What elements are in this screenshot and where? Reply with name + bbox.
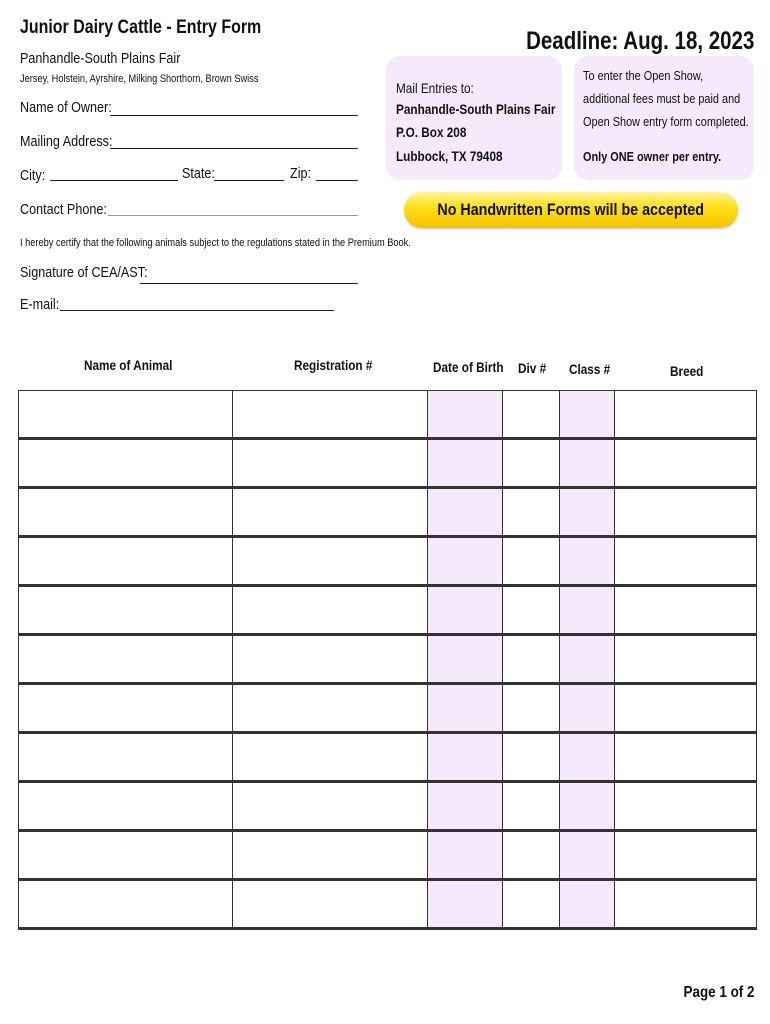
page-number: Page 1 of 2: [683, 984, 754, 1001]
animal-name-cell[interactable]: [19, 537, 233, 586]
animal-name-cell[interactable]: [19, 391, 233, 439]
email-label: E-mail:: [20, 296, 60, 313]
table-row: [19, 733, 757, 782]
animal-name-cell[interactable]: [19, 831, 233, 880]
registration-cell[interactable]: [233, 439, 428, 488]
col-header-registration: Registration #: [294, 357, 373, 373]
zip-label: Zip:: [290, 165, 312, 182]
breed-cell[interactable]: [615, 831, 757, 880]
open-show-box: [574, 56, 754, 180]
div-cell[interactable]: [503, 439, 560, 488]
mailing-label: Mailing Address:: [20, 133, 113, 150]
animal-entry-table: [18, 390, 757, 930]
class-cell[interactable]: [560, 439, 615, 488]
div-cell[interactable]: [503, 782, 560, 831]
mailing-field[interactable]: [110, 148, 358, 149]
mail-entries-title: Mail Entries to:: [396, 80, 474, 96]
class-cell[interactable]: [560, 782, 615, 831]
registration-cell[interactable]: [233, 782, 428, 831]
class-cell[interactable]: [560, 880, 615, 929]
breed-list: Jersey, Holstein, Ayrshire, Milking Shorthorn, Brown Swiss: [20, 73, 259, 85]
table-row: [19, 586, 757, 635]
col-header-dob: Date of Birth: [433, 359, 504, 375]
breed-cell[interactable]: [615, 586, 757, 635]
signature-label: Signature of CEA/AST:: [20, 264, 148, 281]
registration-cell[interactable]: [233, 684, 428, 733]
dob-cell[interactable]: [428, 880, 503, 929]
dob-cell[interactable]: [428, 782, 503, 831]
owner-label: Name of Owner:: [20, 99, 112, 116]
table-row: [19, 684, 757, 733]
mail-address-line: P.O. Box 208: [396, 124, 467, 140]
animal-name-cell[interactable]: [19, 782, 233, 831]
dob-cell[interactable]: [428, 586, 503, 635]
animal-name-cell[interactable]: [19, 880, 233, 929]
div-cell[interactable]: [503, 635, 560, 684]
col-header-breed: Breed: [670, 363, 704, 379]
div-cell[interactable]: [503, 488, 560, 537]
class-cell[interactable]: [560, 684, 615, 733]
dob-cell[interactable]: [428, 391, 503, 439]
div-cell[interactable]: [503, 391, 560, 439]
div-cell[interactable]: [503, 684, 560, 733]
breed-cell[interactable]: [615, 880, 757, 929]
table-row: [19, 391, 757, 439]
open-show-text: Open Show entry form completed.: [583, 114, 749, 129]
class-cell[interactable]: [560, 537, 615, 586]
breed-cell[interactable]: [615, 733, 757, 782]
registration-cell[interactable]: [233, 635, 428, 684]
signature-field[interactable]: [140, 283, 358, 284]
mail-address-line: Panhandle-South Plains Fair: [396, 101, 556, 117]
mail-address-line: Lubbock, TX 79408: [396, 148, 503, 164]
breed-cell[interactable]: [615, 635, 757, 684]
table-row: [19, 635, 757, 684]
city-field[interactable]: [50, 180, 178, 181]
table-row: [19, 488, 757, 537]
registration-cell[interactable]: [233, 733, 428, 782]
registration-cell[interactable]: [233, 831, 428, 880]
open-show-text: To enter the Open Show,: [583, 68, 704, 83]
breed-cell[interactable]: [615, 391, 757, 439]
div-cell[interactable]: [503, 733, 560, 782]
class-cell[interactable]: [560, 488, 615, 537]
table-row: [19, 831, 757, 880]
phone-label: Contact Phone:: [20, 201, 107, 218]
email-field[interactable]: [60, 310, 334, 311]
div-cell[interactable]: [503, 586, 560, 635]
form-title: Junior Dairy Cattle - Entry Form: [20, 17, 262, 38]
state-field[interactable]: [214, 180, 284, 181]
zip-field[interactable]: [316, 180, 358, 181]
breed-cell[interactable]: [615, 782, 757, 831]
breed-cell[interactable]: [615, 684, 757, 733]
col-header-name: Name of Animal: [84, 357, 173, 373]
class-cell[interactable]: [560, 831, 615, 880]
class-cell[interactable]: [560, 733, 615, 782]
animal-name-cell[interactable]: [19, 635, 233, 684]
breed-cell[interactable]: [615, 439, 757, 488]
dob-cell[interactable]: [428, 488, 503, 537]
div-cell[interactable]: [503, 880, 560, 929]
animal-name-cell[interactable]: [19, 439, 233, 488]
dob-cell[interactable]: [428, 684, 503, 733]
table-row: [19, 782, 757, 831]
fair-name: Panhandle-South Plains Fair: [20, 50, 181, 67]
animal-name-cell[interactable]: [19, 733, 233, 782]
one-owner-note: Only ONE owner per entry.: [583, 149, 722, 164]
registration-cell[interactable]: [233, 586, 428, 635]
registration-cell[interactable]: [233, 880, 428, 929]
div-cell[interactable]: [503, 537, 560, 586]
dob-cell[interactable]: [428, 439, 503, 488]
div-cell[interactable]: [503, 831, 560, 880]
open-show-text: additional fees must be paid and: [583, 91, 741, 106]
phone-field[interactable]: [108, 215, 358, 216]
owner-field[interactable]: [110, 115, 358, 116]
animal-name-cell[interactable]: [19, 586, 233, 635]
breed-cell[interactable]: [615, 488, 757, 537]
dob-cell[interactable]: [428, 831, 503, 880]
table-row: [19, 537, 757, 586]
mail-entries-box: [386, 56, 562, 180]
registration-cell[interactable]: [233, 488, 428, 537]
certification-text: I hereby certify that the following animals subject to the regulations stated in the Premium Book.: [20, 237, 411, 249]
dob-cell[interactable]: [428, 635, 503, 684]
breed-cell[interactable]: [615, 537, 757, 586]
city-label: City:: [20, 167, 46, 184]
class-cell[interactable]: [560, 635, 615, 684]
col-header-div: Div #: [518, 360, 547, 376]
class-cell[interactable]: [560, 391, 615, 439]
dob-cell[interactable]: [428, 537, 503, 586]
animal-name-cell[interactable]: [19, 488, 233, 537]
registration-cell[interactable]: [233, 537, 428, 586]
deadline: Deadline: Aug. 18, 2023: [525, 27, 754, 55]
dob-cell[interactable]: [428, 733, 503, 782]
no-handwritten-notice: No Handwritten Forms will be accepted: [404, 192, 738, 228]
table-row: [19, 439, 757, 488]
col-header-class: Class #: [569, 361, 611, 377]
registration-cell[interactable]: [233, 391, 428, 439]
animal-name-cell[interactable]: [19, 684, 233, 733]
state-label: State:: [182, 165, 215, 182]
class-cell[interactable]: [560, 586, 615, 635]
table-row: [19, 880, 757, 929]
